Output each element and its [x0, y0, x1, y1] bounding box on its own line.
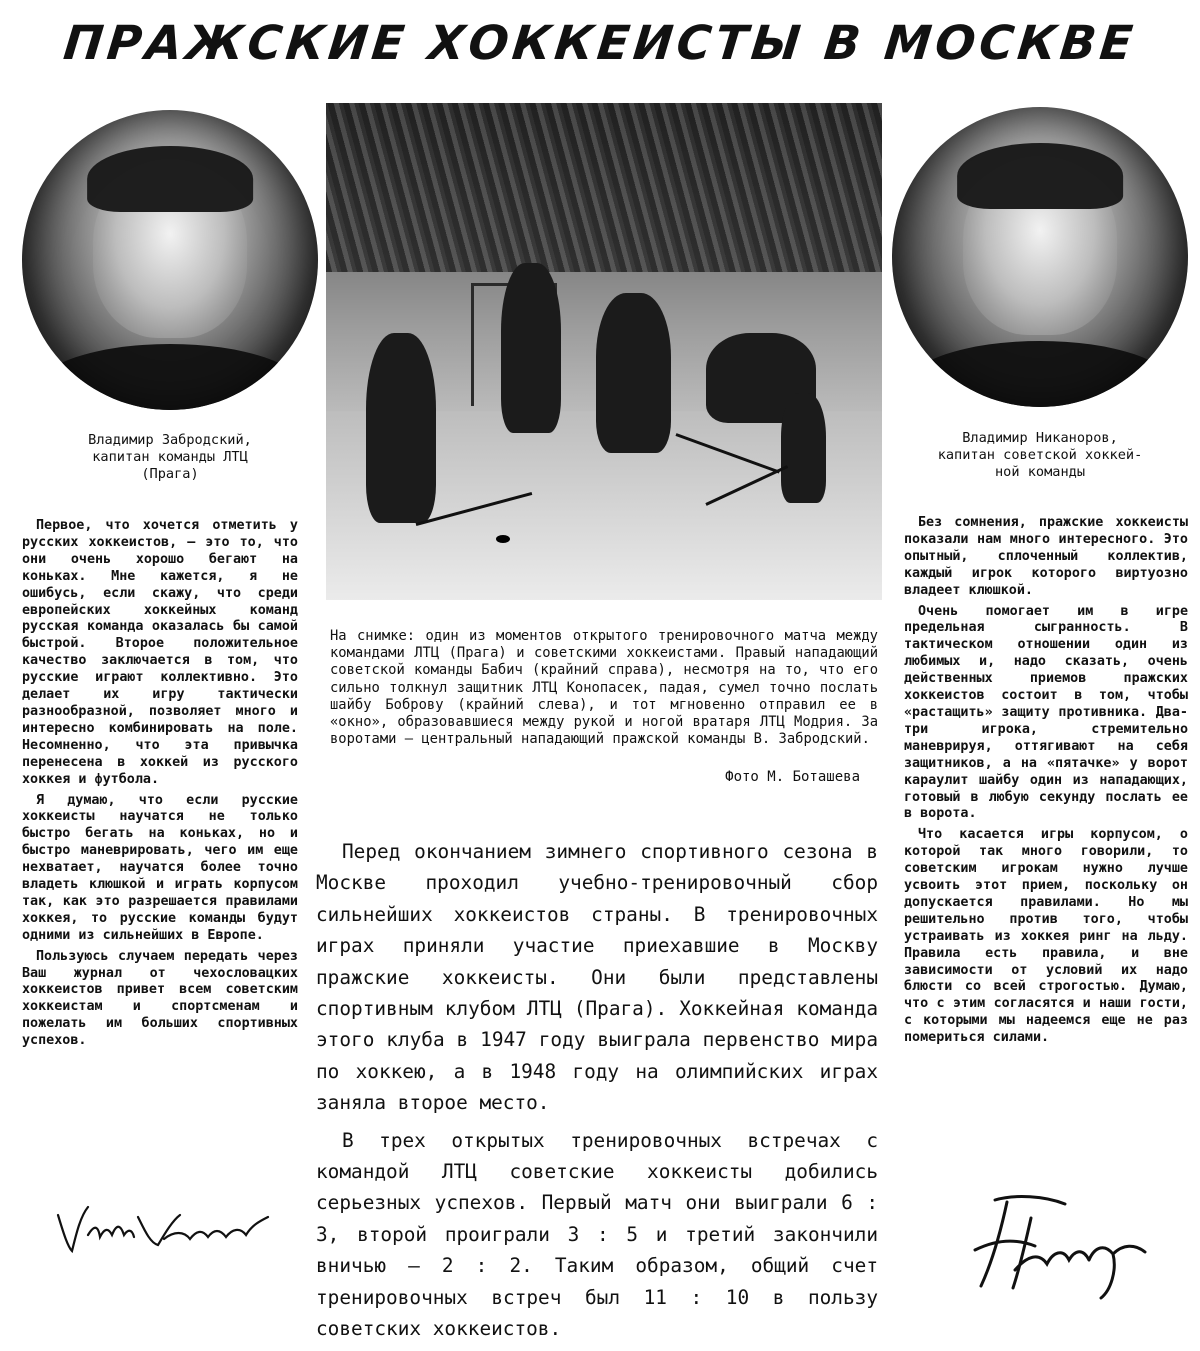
statement-paragraph: Я думаю, что если русские хоккеисты научатся не только быстро бегать на коньках, но и быстро маневрировать, чего им еще нехватает, научатся более точно владеть клюшкой и играть корпусом так, как это разрешается правилами хоккея, то русские команды будут одними из сильнейших в Европе.: [22, 792, 298, 943]
statement-paragraph: Очень помогает им в игре предельная сыгранность. В тактическом отношении один из любимых и, надо сказать, очень действенных приемов пражских хоккеистов состоит в том, чтобы «растащить» защиту противника. Два-три игрока, стремительно маневрируя, оттягивают на себя защитников, а на «пятачке» у ворот караулит шайбу один из нападающих, готовый в любую секунду послать ее в ворота.: [904, 603, 1188, 822]
main-article: [316, 836, 878, 1351]
article-paragraph: В трех открытых тренировочных встречах с командой ЛТЦ советские хоккеисты добились серьезных успехов. Первый матч они выиграли 6 : 3, второй проиграли 3 : 5 и третий закончили вничью — 2 : 2. Таким образом, общий счет тренировочных встреч был 11 : 10 в пользу советских хоккеистов.: [316, 1128, 878, 1341]
statement-paragraph: Что касается игры корпусом, о которой так много говорили, то советским игрокам нужно лучше усвоить этот прием, поскольку он допускается правилами. Но мы решительно против того, чтобы устраивать из хоккея ринг на льду. Правила есть правила, и вне зависимости от условий их надо блюсти со всей строгостью. Думаю, что с этим согласятся и наши гости, с которыми мы надеемся еще не раз помериться силами.: [904, 827, 1188, 1046]
nikanorov-portrait: [892, 107, 1188, 407]
zabrodsky-signature: [54, 1195, 276, 1261]
photo-caption: На снимке: один из моментов открытого тренировочного матча между командами ЛТЦ (Прага) и советскими хоккеистами. Правый нападающий советской команды Бабич (крайний справа), несмотря на то, что его сильно толкнул защитник ЛТЦ Конопасек, падая, сумел точно послать шайбу Боброву (крайний слева), и тот мгновенно отправил ее в «окно», образовавшиеся между рукой и ногой вратаря ЛТЦ Модрия. За воротами — центральный нападающий пражской команды В. Забродский.: [330, 628, 878, 748]
nikanorov-caption: Владимир Никаноров, капитан советской хоккей- ной команды: [937, 430, 1143, 480]
nikanorov-signature: [955, 1190, 1150, 1300]
statement-paragraph: Без сомнения, пражские хоккеисты показали нам много интересного. Это опытный, сплоченный коллектив, каждый игрок которого виртуозно владеет клюшкой.: [904, 515, 1188, 598]
article-paragraph: Перед окончанием зимнего спортивного сезона в Москве проходил учебно-тренировочный сбор сильнейших хоккеистов страны. В тренировочных играх приняли участие приехавшие в Москву пражские хоккеисты. Они были представлены спортивным клубом ЛТЦ (Прага). Хоккейная команда этого клуба в 1947 году выиграла первенство мира по хоккею, а в 1948 году на олимпийских играх заняла второе место.: [316, 840, 878, 1115]
statement-paragraph: Пользуюсь случаем передать через Ваш журнал от чехословацких хоккеистов привет всем советским хоккеистам и спортсменам и пожелать им больших спортивных успехов.: [22, 948, 298, 1049]
statement-paragraph: Первое, что хочется отметить у русских хоккеистов, — это то, что они очень хорошо бегают на коньках. Мне кажется, я не ошибусь, если скажу, что среди европейских хоккейных команд русская команда оказалась бы самой быстрой. Второе положительное качество заключается в том, что русские играют коллективно. Это делает их игру тактически разнообразной, позволяет много и интересно комбинировать на поле. Несомненно, что эта привычка перенесена в хоккей из русского хоккея и футбола.: [22, 518, 298, 787]
photo-credit: Фото М. Боташева: [725, 769, 860, 785]
zabrodsky-caption: Владимир Забродский, капитан команды ЛТЦ (Прага): [88, 432, 252, 482]
hockey-match-photo: [326, 103, 882, 600]
article-headline: ПРАЖСКИЕ ХОККЕИСТЫ В МОСКВЕ: [61, 16, 1140, 71]
zabrodsky-statement: [22, 518, 298, 1054]
nikanorov-statement: [904, 515, 1188, 1051]
zabrodsky-portrait: [22, 110, 318, 410]
